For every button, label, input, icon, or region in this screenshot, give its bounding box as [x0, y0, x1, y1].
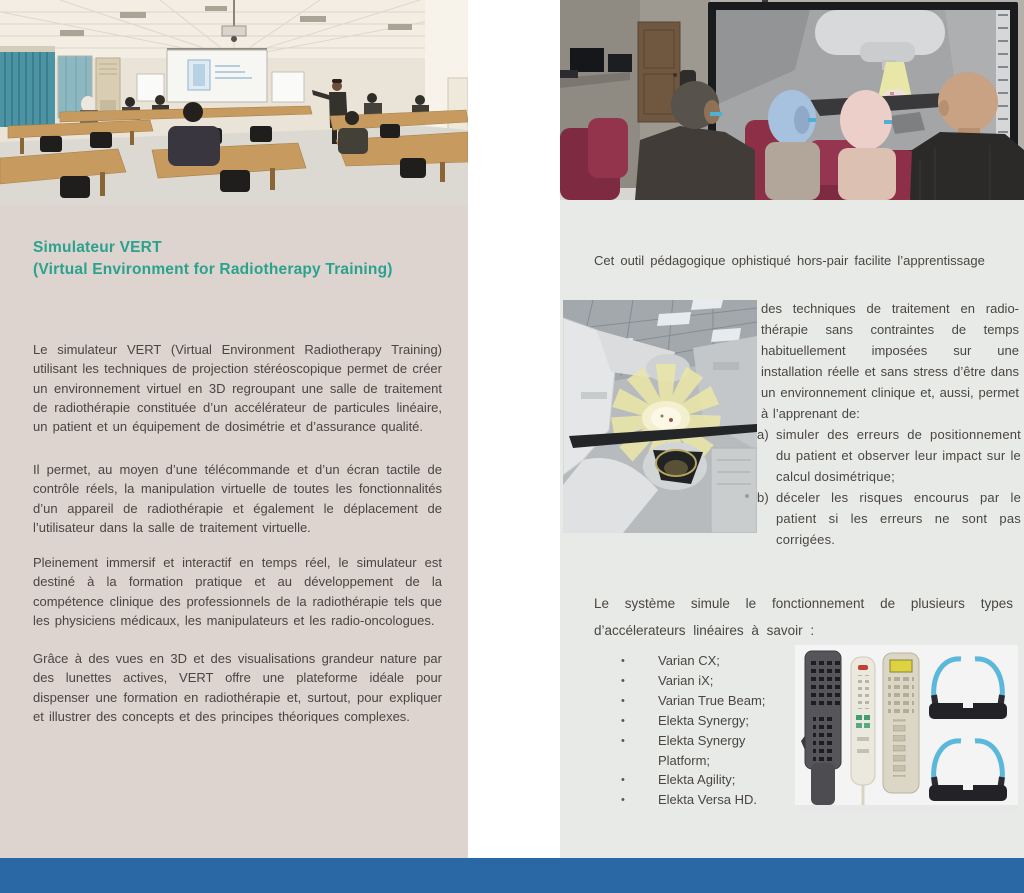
bullet-icon: •: [621, 735, 625, 747]
paragraph-vert-intro: Le simulateur VERT (Virtual Environment Radiotherapy Training) utilisant les techniques de projection stéréoscopique permet de créer un environnement virtuel en 3D regroupant une salle de traitement de radiothérapie constituée d’un accélérateur de particules linéaire, un patient et un équipement de dosimétrie et d’assurance qualité.: [33, 342, 442, 435]
list-item: [621, 691, 801, 711]
page-title-line2: (Virtual Environment for Radiotherapy Training): [33, 261, 393, 278]
bullet-icon: •: [621, 774, 625, 787]
item-b-text: déceler les risques encourus par le patient si les erreurs ne sont pas corrigées.: [776, 490, 1021, 547]
list-item: [621, 770, 801, 790]
lettered-item-b: [757, 487, 1021, 550]
accelerator-name: Varian iX;: [658, 673, 714, 688]
accelerator-name: Elekta Agility;: [658, 772, 736, 788]
list-item: [621, 711, 801, 731]
classroom-lecture-photo: [0, 0, 468, 205]
accelerator-name: Varian True Beam;: [658, 693, 766, 708]
item-a-text: simuler des erreurs de positionnement du patient et observer leur impact sur le calcul dosimétrique;: [776, 427, 1021, 484]
classroom-photo-art: [0, 0, 468, 205]
intro-line: Cet outil pédagogique ophistiqué hors-pair facilite l’apprentissage: [594, 253, 985, 268]
bullet-icon: •: [621, 715, 625, 727]
accelerator-name: Elekta Versa HD.: [658, 792, 757, 808]
remote-controls-and-3d-glasses-photo: [795, 645, 1018, 813]
bullet-icon: •: [621, 655, 625, 667]
item-a-marker: a): [757, 427, 769, 442]
accelerator-name: Varian CX;: [658, 653, 720, 668]
list-item: [621, 651, 801, 671]
equipment-photo-art: [795, 645, 1018, 813]
systems-intro: Le système simule le fonctionnement de plusieurs types d’accélerateurs linéaires à savoir :: [594, 596, 1013, 638]
bullet-icon: •: [621, 794, 625, 807]
session-photo-art: [560, 0, 1024, 200]
list-item: [621, 790, 801, 810]
wrap-paragraph: des techniques de traitement en radio-thérapie sans contraintes de temps habituellement imposées sur une installation réelle et sans stress d’être dans un environnement clinique et, aussi, permet à l’apprenant de:: [761, 301, 1019, 421]
page-title-line1: Simulateur VERT: [33, 239, 162, 256]
paragraph-immersive: Pleinement immersif et interactif en temps réel, le simulateur est destiné à la formation pratique et au développement de la compétence clinique des professionnels de la radiothérapie tels que les physiciens médicaux, les manipulateurs et les radio-oncologues.: [33, 555, 442, 628]
linac-render-art: [563, 300, 757, 533]
accelerator-list: [621, 651, 801, 810]
paragraph-remote-control: Il permet, au moyen d’une télécommande et d’un écran tactile de contrôle réels, la manipulation virtuelle de toutes les fonctionnalités d’un appareil de radiothérapie et également le déplacement de l’utilisateur dans la salle de traitement virtuelle.: [33, 462, 442, 535]
accelerator-name: Elekta Synergy Platform;: [658, 733, 746, 768]
accelerator-name: Elekta Synergy;: [658, 713, 750, 728]
list-item: [621, 731, 801, 770]
page-title: [33, 237, 453, 281]
list-item: [621, 671, 801, 691]
bullet-icon: •: [621, 675, 625, 687]
footer-bar: [0, 858, 1024, 893]
bullet-icon: •: [621, 695, 625, 707]
trainees-viewing-3d-linac-screen-photo: [560, 0, 1024, 200]
paragraph-3d-views: Grâce à des vues en 3D et des visualisations grandeur nature par des lunettes actives, VERT offre une plateforme idéale pour dispenser une formation en radiothérapie et, surtout, pour expliquer et illustrer des concepts et des principes théoriques complexes.: [33, 651, 442, 724]
lettered-item-a: [757, 424, 1021, 487]
vert-virtual-linac-render-photo: [563, 300, 757, 533]
item-b-marker: b): [757, 490, 769, 505]
